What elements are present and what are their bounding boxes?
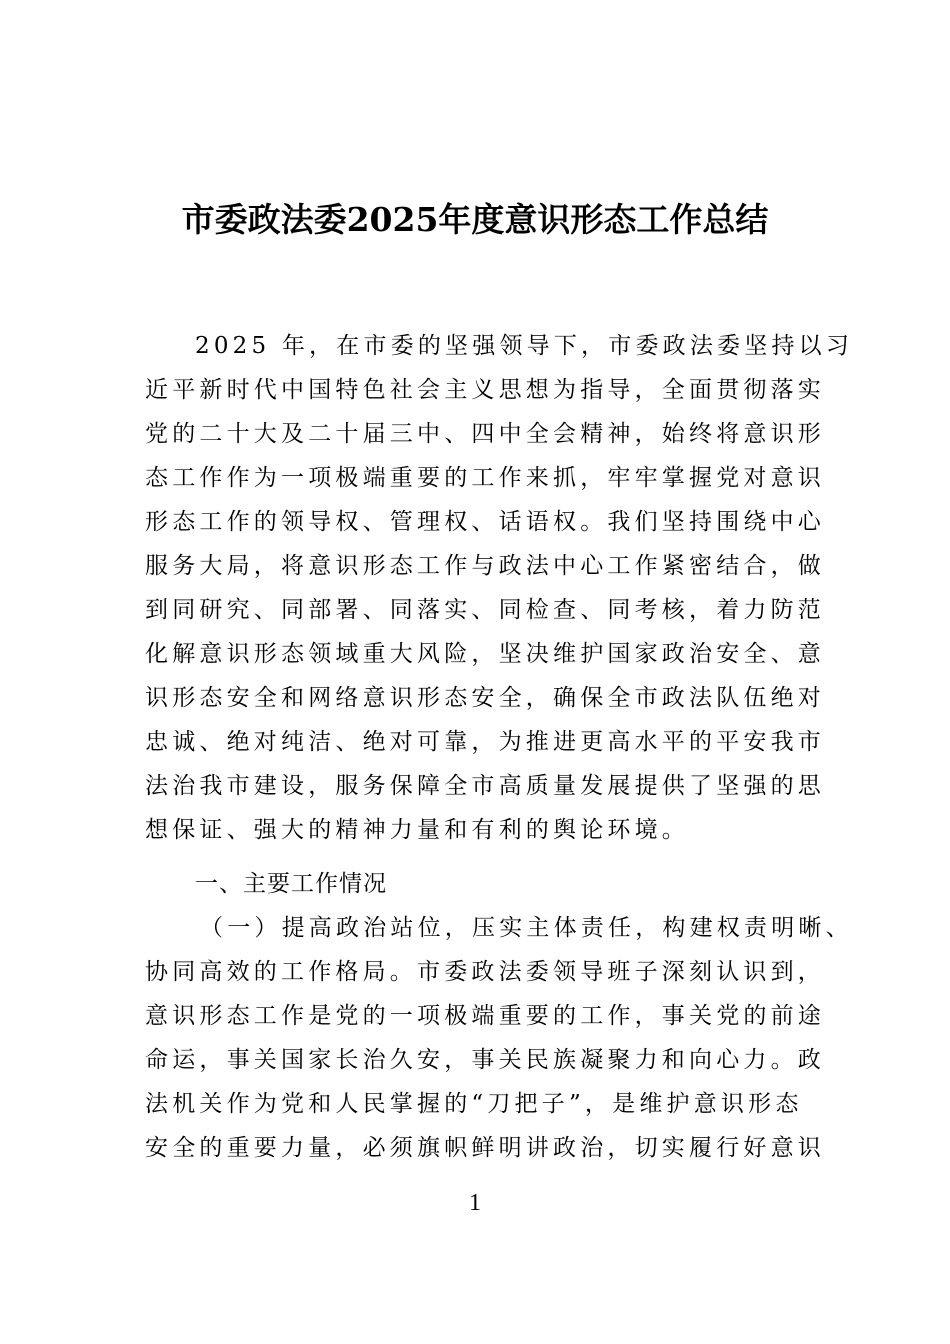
section-line: 意识形态工作是党的一项极端重要的工作，事关党的前途 bbox=[145, 1003, 825, 1029]
intro-line: 忠诚、绝对纯洁、绝对可靠，为推进更高水平的平安我市 bbox=[145, 729, 825, 755]
intro-line: 法治我市建设，服务保障全市高质量发展提供了坚强的思 bbox=[145, 773, 825, 799]
intro-line: 形态工作的领导权、管理权、话语权。我们坚持围绕中心 bbox=[145, 509, 825, 535]
section-line: 安全的重要力量，必须旗帜鲜明讲政治，切实履行好意识 bbox=[145, 1135, 825, 1161]
section-heading: 一、主要工作情况 bbox=[195, 871, 387, 897]
intro-line: 态工作作为一项极端重要的工作来抓，牢牢掌握党对意识 bbox=[145, 465, 825, 491]
section-line: 命运，事关国家长治久安，事关民族凝聚力和向心力。政 bbox=[145, 1047, 825, 1073]
section-line: 法机关作为党和人民掌握的“刀把子”，是维护意识形态 bbox=[145, 1091, 803, 1117]
intro-line: 服务大局，将意识形态工作与政法中心工作紧密结合，做 bbox=[145, 553, 825, 579]
intro-line: 到同研究、同部署、同落实、同检查、同考核，着力防范 bbox=[145, 597, 825, 623]
intro-line: 识形态安全和网络意识形态安全，确保全市政法队伍绝对 bbox=[145, 685, 825, 711]
section-line: 协同高效的工作格局。市委政法委领导班子深刻认识到， bbox=[145, 959, 825, 985]
intro-line: 党的二十大及二十届三中、四中全会精神，始终将意识形 bbox=[145, 421, 825, 447]
section-line: （一）提高政治站位，压实主体责任，构建权责明晰、 bbox=[200, 915, 853, 941]
intro-line: 化解意识形态领域重大风险，坚决维护国家政治安全、意 bbox=[145, 641, 825, 667]
intro-line: 想保证、强大的精神力量和有利的舆论环境。 bbox=[145, 817, 689, 843]
document-title: 市委政法委2025年度意识形态工作总结 bbox=[181, 200, 769, 239]
intro-line: 2025 年，在市委的坚强领导下，市委政法委坚持以习 bbox=[195, 333, 854, 359]
intro-line: 近平新时代中国特色社会主义思想为指导，全面贯彻落实 bbox=[145, 377, 825, 403]
page-number: 1 bbox=[469, 1190, 481, 1216]
